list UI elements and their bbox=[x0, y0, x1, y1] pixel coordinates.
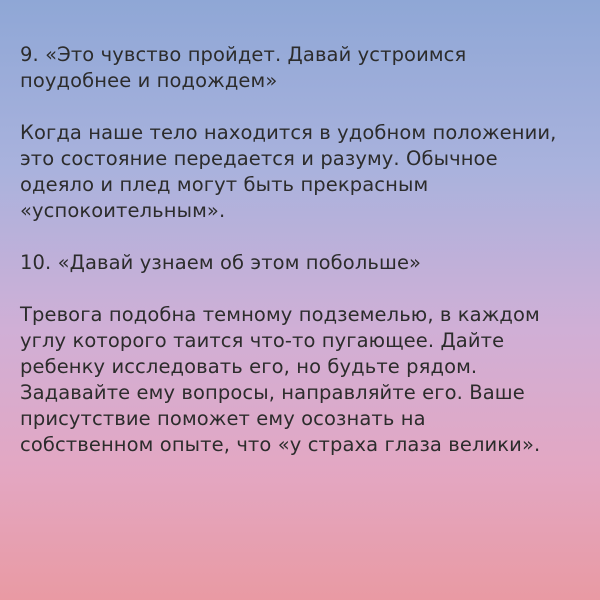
section-10-title: 10. «Давай узнаем об этом побольше» bbox=[20, 251, 422, 274]
spacer bbox=[20, 276, 580, 302]
text-content bbox=[20, 42, 580, 458]
section-9-title: 9. «Это чувство пройдет. Давай устроимся поудобнее и подождем» bbox=[20, 43, 467, 92]
spacer bbox=[20, 224, 580, 250]
spacer bbox=[20, 94, 580, 120]
section-9-body: Когда наше тело находится в удобном положении, это состояние передается и разуму. Обычное одеяло и плед могут быть прекрасным «успокоительным». bbox=[20, 121, 557, 222]
section-10-body: Тревога подобна темному подземелью, в каждом углу которого таится что-то пугающее. Дайте ребенку исследовать его, но будьте рядом. Задавайте ему вопросы, направляйте его. Ваше присутствие поможет ему осознать на собственном опыте, что «у страха глаза велики». bbox=[20, 303, 541, 456]
